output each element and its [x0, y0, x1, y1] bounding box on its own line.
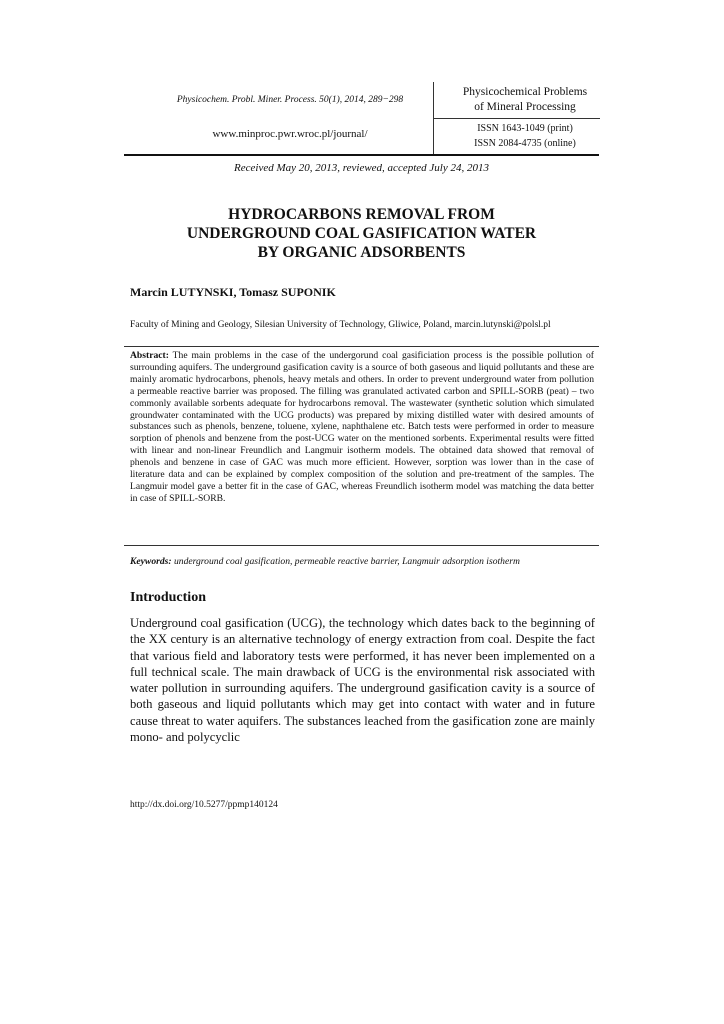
title-line3: BY ORGANIC ADSORBENTS — [257, 244, 466, 261]
paper-title — [124, 205, 599, 262]
received-dates: Received May 20, 2013, reviewed, accepted July 24, 2013 — [234, 162, 489, 174]
journal-name-line1: Physicochemical Problems — [462, 86, 588, 98]
authors: Marcin LUTYNSKI, Tomasz SUPONIK — [130, 285, 336, 299]
introduction-paragraph: Underground coal gasification (UCG), the technology which dates back to the beginning of the XX century is an alternative technology of energy extraction from coal. Despite the fact that various field and laboratory tests were performed, it has never been implemented on a full technical scale. The main drawback of UCG is the environmental risk associated with water pollution in surrounding aquifers. The underground gasification cavity is a source of both gaseous and liquid pollutants which may get into contact with water and in future cause threat to water aquifers. The substances leached from the gasification zone are mainly mono- and polycyclic — [130, 616, 595, 745]
journal-name — [440, 85, 610, 115]
title-line1: HYDROCARBONS REMOVAL FROM — [228, 206, 495, 223]
affiliation: Faculty of Mining and Geology, Silesian University of Technology, Gliwice, Poland, marcin.lutynski@polsl.pl — [130, 320, 551, 330]
abstract-rule-bottom — [124, 545, 599, 546]
keywords-text: underground coal gasification, permeable reactive barrier, Langmuir adsorption isotherm — [173, 556, 520, 567]
journal-name-line2: of Mineral Processing — [474, 101, 576, 113]
abstract-label: Abstract: — [130, 350, 169, 361]
keywords — [130, 556, 600, 567]
header-divider-horizontal — [434, 118, 600, 119]
issn-online: ISSN 2084-4735 (online) — [474, 138, 576, 149]
journal-url[interactable]: www.minproc.pwr.wroc.pl/journal/ — [212, 128, 368, 140]
abstract-rule-top — [124, 346, 599, 347]
header-rule — [124, 154, 599, 156]
abstract — [130, 350, 594, 505]
journal-citation: Physicochem. Probl. Miner. Process. 50(1), 2014, 289−298 — [176, 95, 404, 105]
issn-block — [440, 121, 610, 151]
section-heading-introduction: Introduction — [130, 590, 206, 605]
abstract-text: The main problems in the case of the undergorund coal gasificiation process is the possible pollution of surrounding aquifers. The underground gasification cavity is a source of both gaseous and liquid pollutants and these are mainly aromatic hydrocarbons, phenols, heavy metals and others. In order to prevent underground water from pollution a permeable reactive barrier was proposed. The filling was granulated activated carbon and SPILL-SORB (peat) – two commonly available sorbents adequate for hydrocarbons removal. The wastewater (synthetic solution which simulated groundwater contaminated with the UCG products) was prepared by mixing distilled water with desired amounts of substances such as phenols, benzene, toluene, xylene, naphthalene etc. Batch tests were performed in order to measure sorption of phenols and benzene from the post-UCG water on the mentioned sorbents. Experimental results were fitted with linear and non-linear Freundlich and Langmuir isotherm models. The obtained data showed that removal of phenols and benzene in case of GAC was much more efficient. However, sorption was lower than in the case of literature data and can be explained by complex composition of the solution and pre-treatment of the samples. The Langmuir model gave a better fit in the case of GAC, whereas Freundlich isotherm model was matching the data better in case of SPILL-SORB. — [130, 350, 594, 504]
keywords-label: Keywords: — [130, 556, 172, 567]
title-line2: UNDERGROUND COAL GASIFICATION WATER — [186, 225, 537, 242]
doi-link[interactable]: http://dx.doi.org/10.5277/ppmp140124 — [130, 800, 278, 810]
issn-print: ISSN 1643-1049 (print) — [477, 123, 573, 134]
